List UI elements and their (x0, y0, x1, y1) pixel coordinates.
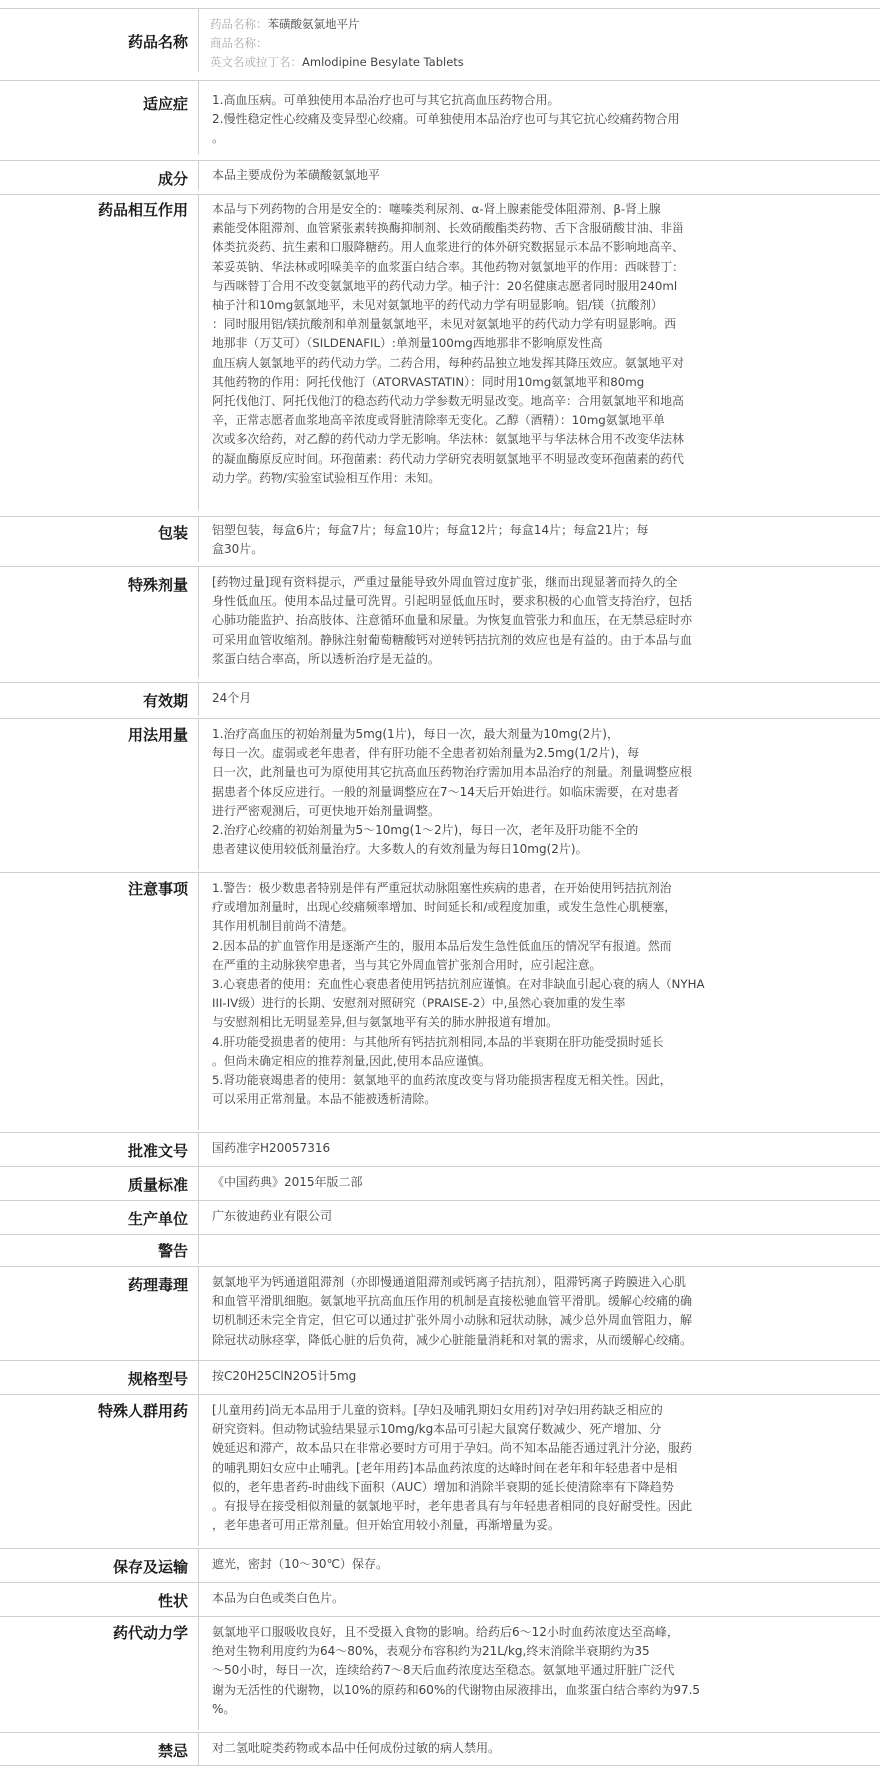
spec-label: 注意事项 (0, 873, 199, 1130)
spec-label: 特殊剂量 (0, 567, 199, 678)
spec-value: 广东彼迪药业有限公司 (212, 1209, 333, 1223)
spec-row-pharmacokinetics (0, 1616, 880, 1730)
spec-label: 药品名称 (0, 9, 199, 72)
spec-value: [药物过量]现有资料提示，严重过量能导致外周血管过度扩张，继而出现显著而持久的全 身性低血压。使用本品过量可洗胃。引起明显低血压时，要求积极的心血管支持治疗，包括 心肺功能监护、抬高肢体、注意循环血量和尿量。为恢复血管张力和血压，在无禁忌症时亦 可采用血管收缩剂。静脉注射葡萄糖酸钙对逆转钙拮抗剂的效应也是有益的。由于本品与血 浆蛋白结合率高，所以透析治疗是无益的。 (212, 575, 693, 666)
spec-row-ingredients (0, 160, 880, 190)
spec-value: 本品与下列药物的合用是安全的：噻嗪类利尿剂、α-肾上腺素能受体阻滞剂、β-肾上腺 素能受体阻滞剂、血管紧张素转换酶抑制剂、长效硝酸酯类药物、舌下含服硝酸甘油、非甾 体类抗炎药、抗生素和口服降糖药。用人血浆进行的体外研究数据显示本品不影响地高辛、 苯妥英钠、华法林或吲哚美辛的血浆蛋白结合率。其他药物对氨氯地平的作用：西咪替丁： 与西咪替丁合用不改变氨氯地平的药代动力学。柚子汁：20名健康志愿者同时服用240ml 柚子汁和10mg氨氯地平，未见对氨氯地平的药代动力学有明显影响。铝/镁（抗酸剂） ：同时服用铝/镁抗酸剂和单剂量氨氯地平，未见对氨氯地平的药代动力学有明显影响。西 地那非（万艾可）（SILDENAFIL）:单剂量100mg西地那非不影响原发性高 血压病人氨氯地平的药代动力学。二药合用，每种药品独立地发挥其降压效应。氨氯地平对 其他药物的作用：阿托伐他汀（ATORVASTATIN）：同时用10mg氨氯地平和80mg 阿托伐他汀、阿托伐他汀的稳态药代动力学参数无明显改变。地高辛：合用氨氯地平和地高 辛，正常志愿者血浆地高辛浓度或肾脏清除率无变化。乙醇（酒精）：10mg氨氯地平单 次或多次给药，对乙醇的药代动力学无影响。华法林：氨氯地平与华法林合用不改变华法林 的凝血酶原反应时间。环孢菌素：药代动力学研究表明氨氯地平不明显改变环孢菌素的药代 动力学。药物/实验室试验相互作用：未知。 (212, 202, 684, 485)
spec-label: 适应症 (0, 81, 199, 154)
spec-label: 药代动力学 (0, 1617, 199, 1730)
spec-row-overdose (0, 566, 880, 678)
spec-row-shelf-life (0, 682, 880, 716)
spec-row-interactions (0, 194, 880, 510)
spec-row-warning (0, 1234, 880, 1264)
spec-value: [儿童用药]尚无本品用于儿童的资料。[孕妇及哺乳期妇女用药]对孕妇用药缺乏相应的 研究资料。但动物试验结果显示10mg/kg本品可引起大鼠窝仔数减少、死产增加、分 娩延迟和滞产，故本品只在非常必要时方可用于孕妇。尚不知本品能否通过乳汁分泌，服药 的哺乳期妇女应中止哺乳。[老年用药]本品血药浓度的达峰时间在老年和年轻患者中是相 似的，老年患者药-时曲线下面积（AUC）增加和消除半衰期的延长使清除率有下降趋势 。有报导在接受相似剂量的氨氯地平时，老年患者具有与年轻患者相同的良好耐受性。因此 ，老年患者可用正常剂量。但开始宜用较小剂量，再渐增量为妥。 (212, 1403, 693, 1533)
spec-label: 特殊人群用药 (0, 1395, 199, 1546)
spec-row-dosage (0, 718, 880, 870)
spec-label: 包装 (0, 517, 199, 562)
spec-label: 警告 (0, 1235, 199, 1264)
spec-label: 成分 (0, 161, 199, 190)
spec-value: 1.高血压病。可单独使用本品治疗也可与其它抗高血压药物合用。 2.慢性稳定性心绞痛及变异型心绞痛。可单独使用本品治疗也可与其它抗心绞痛药物合用 。 (212, 93, 680, 146)
spec-row-special-populations (0, 1394, 880, 1546)
spec-row-quality-standard (0, 1166, 880, 1200)
spec-value: 1.治疗高血压的初始剂量为5mg(1片)，每日一次，最大剂量为10mg(2片)， 每日一次。虚弱或老年患者，伴有肝功能不全患者初始剂量为2.5mg(1/2片)，每 日一次，此剂量也可为原使用其它抗高血压药物治疗需加用本品治疗的剂量。剂量调整应根 据患者个体反应进行。一般的剂量调整应在7～14天后开始进行。如临床需要，在对患者 进行严密观测后，可更快地开始剂量调整。 2.治疗心绞痛的初始剂量为5～10mg(1～2片)，每日一次，老年及肝功能不全的 患者建议使用较低剂量治疗。大多数人的有效剂量为每日10mg(2片)。 (212, 727, 693, 857)
spec-label: 保存及运输 (0, 1549, 199, 1582)
spec-row-package (0, 516, 880, 562)
spec-value: 遮光，密封（10～30℃）保存。 (212, 1557, 389, 1571)
spec-row-appearance (0, 1582, 880, 1616)
spec-label: 生产单位 (0, 1201, 199, 1234)
spec-row-drug-name (0, 8, 880, 72)
spec-value: 对二氢吡啶类药物或本品中任何成份过敏的病人禁用。 (212, 1741, 501, 1755)
spec-label: 用法用量 (0, 719, 199, 870)
spec-row-specification (0, 1360, 880, 1394)
spec-value: 按C20H25ClN2O5计5mg (212, 1369, 357, 1383)
spec-row-indications (0, 80, 880, 154)
spec-row-precautions (0, 872, 880, 1130)
spec-label: 规格型号 (0, 1361, 199, 1394)
spec-value: 1.警告：极少数患者特别是伴有严重冠状动脉阻塞性疾病的患者，在开始使用钙拮抗剂治 疗或增加剂量时，出现心绞痛频率增加、时间延长和/或程度加重，或发生急性心肌梗塞， 其作用机制目前尚不清楚。 2.因本品的扩血管作用是逐渐产生的，服用本品后发生急性低血压的情况罕有报道。然而 在严重的主动脉狭窄患者，当与其它外周血管扩张剂合用时，应引起注意。 3.心衰患者的使用：充血性心衰患者使用钙拮抗剂应谨慎。在对非缺血引起心衰的病人（NYHA III-IV级）进行的长期、安慰剂对照研究（PRAISE-2）中,虽然心衰加重的发生率 与安慰剂相比无明显差异,但与氨氯地平有关的肺水肿报道有增加。 4.肝功能受损患者的使用：与其他所有钙拮抗剂相同,本品的半衰期在肝功能受损时延长 。但尚未确定相应的推荐剂量,因此,使用本品应谨慎。 5.肾功能衰竭患者的使用：氨氯地平的血药浓度改变与肾功能损害程度无相关性。因此， 可以采用正常剂量。本品不能被透析清除。 (212, 881, 705, 1107)
spec-label: 药品相互作用 (0, 195, 199, 510)
spec-value (210, 15, 806, 78)
spec-value: 本品主要成份为苯磺酸氨氯地平 (212, 168, 381, 182)
trade-name-line: 商品名称： (210, 36, 268, 50)
spec-value: 《中国药典》2015年版二部 (212, 1175, 363, 1189)
spec-value: 国药准字H20057316 (212, 1141, 331, 1155)
spec-label: 批准文号 (0, 1133, 199, 1166)
spec-value: 氨氯地平口服吸收良好，且不受摄入食物的影响。给药后6～12小时血药浓度达至高峰， 绝对生物利用度约为64～80%，表观分布容积约为21L/kg,终末消除半衰期约为35 ～50小时，每日一次，连续给药7～8天后血药浓度达至稳态。氨氯地平通过肝脏广泛代 谢为无活性的代谢物，以10%的原药和60%的代谢物由尿液排出，血浆蛋白结合率约为97.5 %。 (212, 1625, 701, 1716)
spec-value (212, 1235, 808, 1264)
english-name-line: 英文名或拉丁名：Amlodipine Besylate Tablets (210, 55, 464, 69)
spec-label: 质量标准 (0, 1167, 199, 1200)
spec-row-pharmacology (0, 1266, 880, 1360)
generic-name-line: 药品名称：苯磺酸氨氯地平片 (210, 17, 360, 31)
spec-value: 铝塑包装，每盒6片；每盒7片；每盒10片；每盒12片；每盒14片；每盒21片；每 盒30片。 (212, 523, 649, 557)
spec-row-contraindications (0, 1732, 880, 1766)
spec-value: 24个月 (212, 691, 252, 705)
spec-label: 有效期 (0, 683, 199, 716)
spec-label: 性状 (0, 1583, 199, 1616)
spec-label: 药理毒理 (0, 1267, 199, 1360)
spec-value: 本品为白色或类白色片。 (212, 1591, 345, 1605)
spec-label: 禁忌 (0, 1733, 199, 1765)
spec-row-storage (0, 1548, 880, 1582)
spec-row-manufacturer (0, 1200, 880, 1234)
spec-row-approval-number (0, 1132, 880, 1166)
spec-value: 氨氯地平为钙通道阻滞剂（亦即慢通道阻滞剂或钙离子拮抗剂），阻滞钙离子跨膜进入心肌 和血管平滑肌细胞。氨氯地平抗高血压作用的机制是直接松驰血管平滑肌。缓解心绞痛的确 切机制还未完全肯定，但它可以通过扩张外周小动脉和冠状动脉，减少总外周血管阻力，解 除冠状动脉痉挛，降低心脏的后负荷，减少心脏能量消耗和对氧的需求，从而缓解心绞痛。 (212, 1275, 693, 1347)
